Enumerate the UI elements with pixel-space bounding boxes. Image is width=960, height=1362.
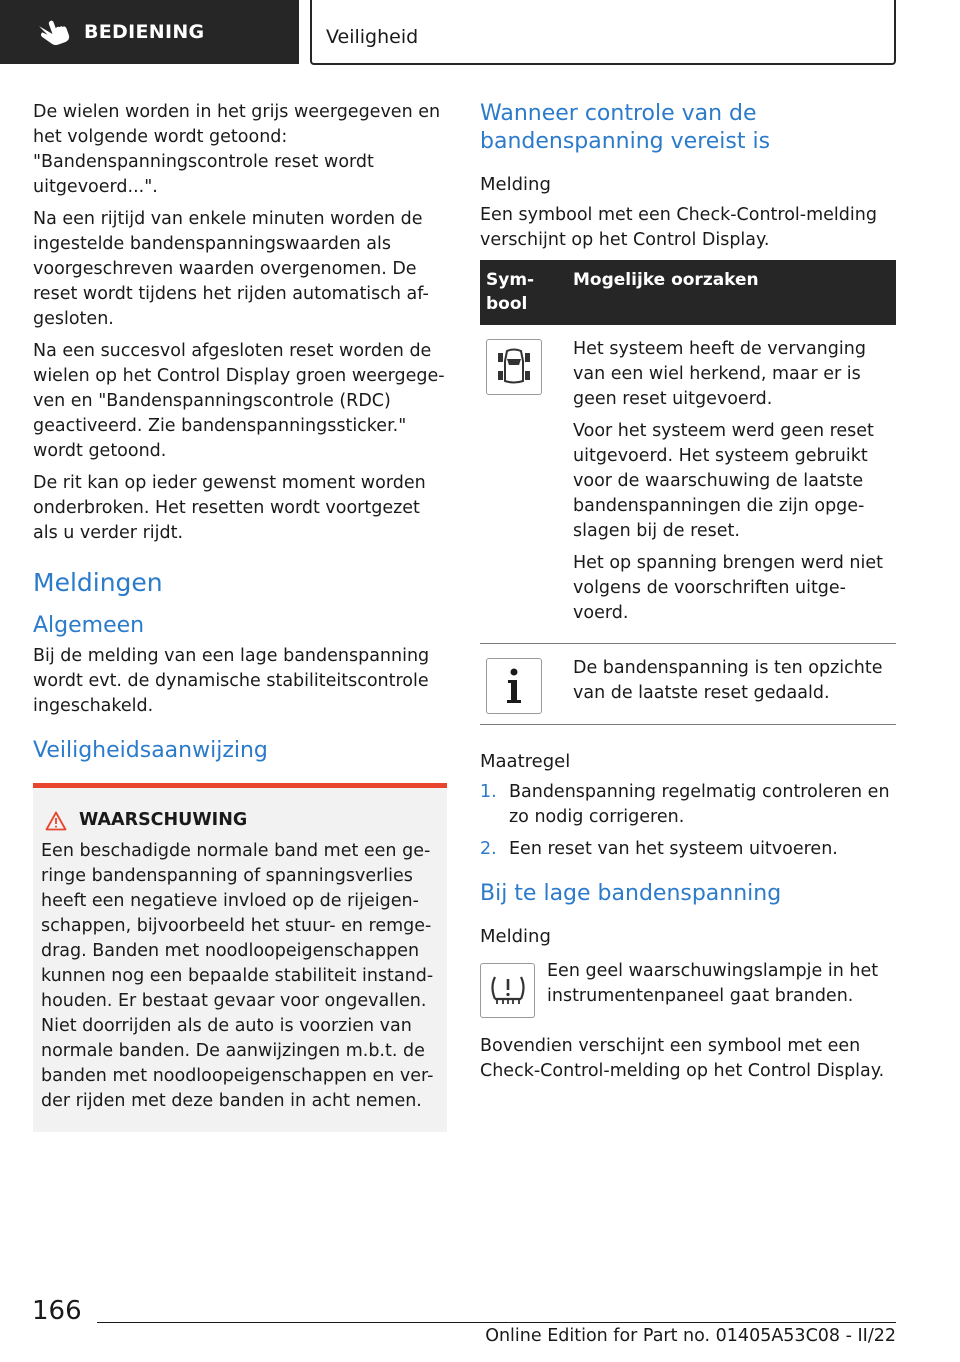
step-list: [480, 780, 896, 862]
paragraph: Bovendien verschijnt een symbool met een Check-Control-melding op het Control Display.: [480, 1036, 885, 1081]
heading-veiligheidsaanwijzing: Veiligheidsaanwijzing: [33, 738, 268, 763]
table-row: [480, 325, 896, 644]
heading-meldingen: Meldingen: [33, 568, 163, 597]
column-header: Mogelijke oorzaken: [567, 260, 896, 325]
list-item: 2. Een reset van het systeem uitvoeren.: [480, 839, 838, 859]
section-tab: [0, 0, 299, 64]
table-header: [480, 260, 896, 325]
paragraph: Een geel waarschuwingslampje in het instrumentenpaneel gaat branden.: [547, 961, 879, 1006]
chapter-title: Veiligheid: [310, 0, 896, 65]
info-icon: [486, 658, 542, 714]
melding-label: Melding: [480, 926, 551, 947]
edition-text: Online Edition for Part no. 01405A53C08 - II/22: [485, 1326, 896, 1346]
paragraph: Een symbool met een Check-Control-melding verschijnt op het Control Display.: [480, 205, 877, 250]
page-number: 166: [32, 1296, 82, 1326]
warning-triangle-icon: [45, 811, 67, 831]
cause-text: Voor het systeem werd geen reset uitgevoerd. Het systeem gebruikt voor de waarschuwing de laatste bandenspanningen die zijn opge-slagen bij de reset.: [573, 421, 874, 541]
car-tyre-icon: [486, 339, 542, 395]
column-header: Sym-bool: [480, 260, 567, 325]
warning-box: [33, 783, 447, 1132]
heading-controle: Wanneer controle van de bandenspanning vereist is: [480, 101, 771, 154]
paragraph: Bij de melding van een lage bandenspanning wordt evt. de dynamische stabiliteitscontrole ingeschakeld.: [33, 646, 430, 716]
right-column: [480, 100, 896, 1091]
cause-text: Het systeem heeft de vervanging van een wiel herkend, maar er is geen reset uitgevoerd.: [573, 339, 866, 409]
paragraph: Na een succesvol afgesloten reset worden de wielen op het Control Display groen weergege-ven en "Bandenspanningscontrole (RDC) geactiveerd. Zie bandenspanningssticker." wordt getoond.: [33, 341, 445, 461]
pointing-hand-icon: [38, 17, 72, 47]
melding-label: Melding: [480, 174, 551, 195]
paragraph: De rit kan op ieder gewenst moment worden onderbroken. Het resetten wordt voortgezet als u verder rijdt.: [33, 473, 426, 543]
left-column: [33, 100, 447, 1132]
list-item: 1. Bandenspanning regelmatig controleren en zo nodig corrigeren.: [480, 782, 890, 827]
paragraph: Na een rijtijd van enkele minuten worden de ingestelde bandenspanningswaarden als voorgeschreven waarden overgenomen. De reset wordt tijdens het rijden automatisch af-gesloten.: [33, 209, 429, 329]
maatregel-label: Maatregel: [480, 751, 571, 772]
section-label: BEDIENING: [84, 21, 205, 43]
warning-text: Een beschadigde normale band met een ge-ringe bandenspanning of spanningsverlies heeft een negatieve invloed op de rijeigen-schappen, bijvoorbeeld het stuur- en remge-drag. Banden met noodloopeigenschappen kunnen nog een bepaalde stabiliteit instand-houden. Er bestaat gevaar voor ongevallen. Niet doorrijden als de auto is voorzien van normale banden. De aanwijzingen m.b.t. de banden met noodloopeigenschappen en ver-der rijden met deze banden in acht nemen.: [41, 841, 434, 1111]
cause-text: De bandenspanning is ten opzichte van de laatste reset gedaald.: [573, 658, 883, 703]
symbol-table: [480, 260, 896, 725]
footer-divider: [97, 1322, 896, 1323]
paragraph: De wielen worden in het grijs weergegeven en het volgende wordt getoond: "Bandenspanningscontrole reset wordt uitgevoerd...".: [33, 102, 441, 197]
table-row: [480, 644, 896, 725]
warning-title: WAARSCHUWING: [41, 808, 439, 833]
cause-text: Het op spanning brengen werd niet volgens de voorschriften uitge-voerd.: [573, 553, 884, 623]
tyre-pressure-warning-icon: [480, 963, 535, 1018]
heading-algemeen: Algemeen: [33, 613, 145, 638]
heading-lage-bandenspanning: Bij te lage bandenspanning: [480, 881, 782, 906]
